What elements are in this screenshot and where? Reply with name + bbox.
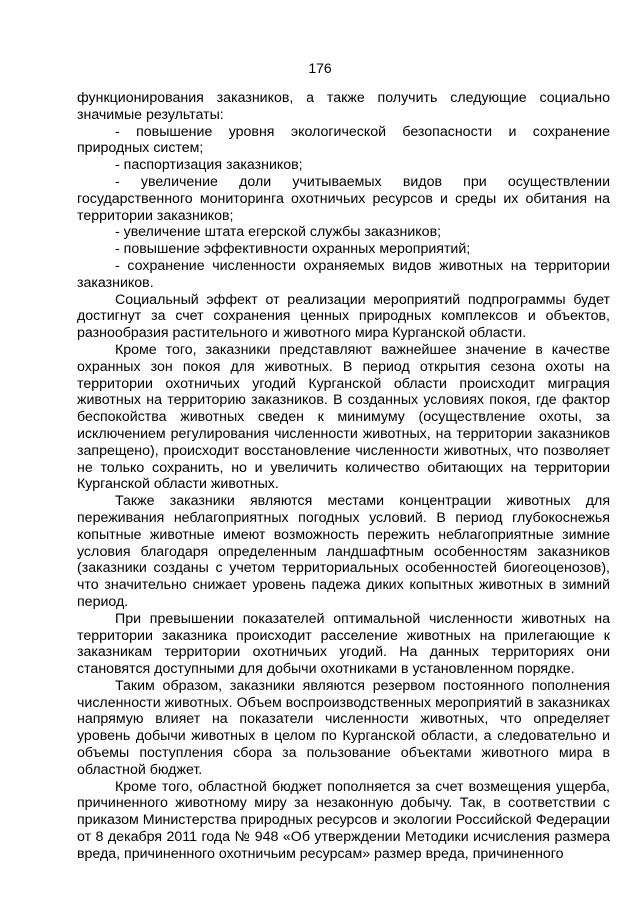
bullet-item: - увеличение доли учитываемых видов при осуществлении государственного мониторинга охотничьих ресурсов и среды их обитания на территории заказников;: [77, 173, 610, 224]
paragraph: Кроме того, областной бюджет пополняется за счет возмещения ущерба, причиненного животному миру за незаконную добычу. Так, в соответствии с приказом Министерства природных ресурсов и экологии Российской Федерации от 8 декабря 2011 года № 948 «Об утверждении Методики исчисления размера вреда, причиненного охотничьим ресурсам» размер вреда, причиненного: [77, 778, 610, 862]
paragraph: Социальный эффект от реализации мероприятий подпрограммы будет достигнут за счет сохранения ценных природных комплексов и объектов, разнообразия растительного и животного мира Курганской области.: [77, 291, 610, 342]
paragraph: Кроме того, заказники представляют важнейшее значение в качестве охранных зон покоя для животных. В период открытия сезона охоты на территории охотничьих угодий Курганской области происходит миграция животных на территорию заказников. В созданных условиях покоя, где фактор беспокойства животных сведен к минимуму (осуществление охоты, за исключением регулирования численности животных, на территории заказников запрещено), происходит восстановление численности животных, что позволяет не только сохранить, но и увеличить количество обитающих на территории Курганской области животных.: [77, 341, 610, 493]
bullet-item: - повышение эффективности охранных мероприятий;: [115, 241, 471, 258]
paragraph: функционирования заказников, а также получить следующие социально значимые результаты:: [77, 90, 610, 123]
paragraph: При превышении показателей оптимальной численности животных на территории заказника происходит расселение животных на прилегающие к заказникам территории охотничьих угодий. На данных территориях они становятся доступными для добычи охотниками в установленном порядке.: [77, 610, 610, 678]
bullet-item: - паспортизация заказников;: [115, 157, 303, 174]
bullet-item: - сохранение численности охраняемых видов животных на территории заказников.: [77, 257, 610, 291]
bullet-item: - увеличение штата егерской службы заказников;: [115, 224, 442, 241]
page-number: 176: [308, 60, 332, 76]
document-body: [77, 90, 610, 863]
bullet-item: - повышение уровня экологической безопасности и сохранение природных систем;: [77, 123, 610, 157]
paragraph: Таким образом, заказники являются резервом постоянного пополнения численности животных. Объем воспроизводственных мероприятий в заказниках напрямую влияет на показатели численности животных, что определяет уровень добычи животных в целом по Курганской области, а следовательно и объемы поступления сбора за пользование объектами животного мира в областной бюджет.: [77, 677, 610, 778]
paragraph: Также заказники являются местами концентрации животных для переживания неблагоприятных погодных условий. В период глубокоснежья копытные животные имеют возможность пережить неблагоприятные зимние условия благодаря определенным ландшафтным особенностям заказников (заказники созданы с учетом территориальных особенностей биогеоценозов), что значительно снижает уровень падежа диких копытных животных в зимний период.: [77, 493, 610, 610]
